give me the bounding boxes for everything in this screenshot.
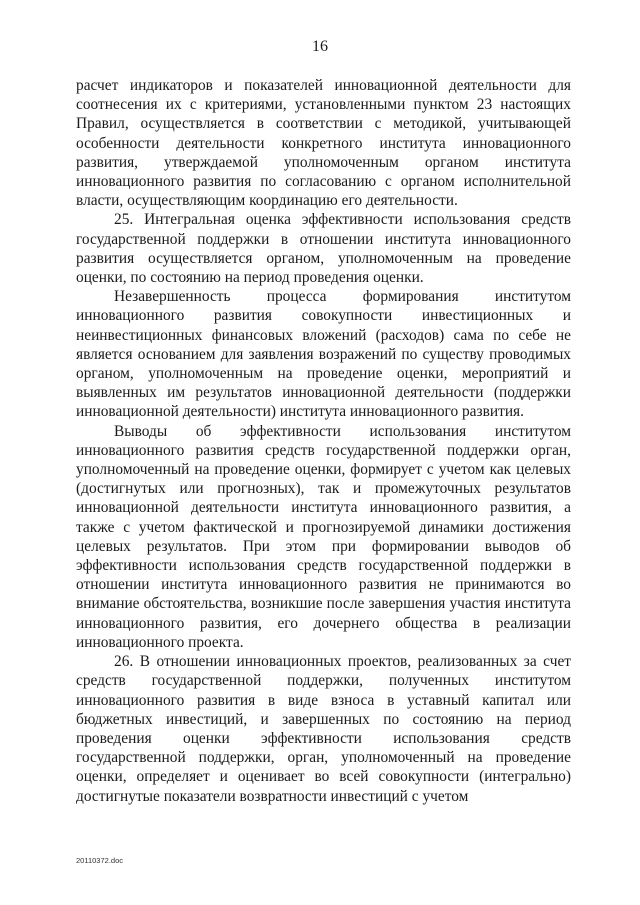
paragraph-conclusions: Выводы об эффективности использования институтом инновационного развития средств государственной поддержки орган, уполномоченный на проведение оценки, формирует с учетом как целевых (достигнутых или прогнозных), так и промежуточных результатов инновационной деятельности института инновационного развития, а также с учетом фактической и прогнозируемой динамики достижения целевых результатов. При этом при формировании выводов об эффективности использования средств государственной поддержки в отношении института инновационного развития не принимаются во внимание обстоятельства, возникшие после завершения участия института инновационного развития, его дочернего общества в реализации инновационного проекта. xyxy=(76,422,571,651)
paragraph-incompleteness: Незавершенность процесса формирования институтом инновационного развития совокупности инвестиционных и неинвестиционных финансовых вложений (расходов) сама по себе не является основанием для заявления возражений по существу проводимых органом, уполномоченным на проведение оценки, мероприятий и выявленных им результатов инновационной деятельности (поддержки инновационной деятельности) института инновационного развития. xyxy=(76,288,571,421)
paragraph-continuation: расчет индикаторов и показателей инновационной деятельности для соотнесения их с критериями, установленными пунктом 23 настоящих Правил, осуществляется в соответствии с методикой, учитывающей особенности деятельности конкретного института инновационного развития, утверждаемой уполномоченным органом института инновационного развития по согласованию с органом исполнительной власти, осуществляющим координацию его деятельности. xyxy=(76,77,571,210)
document-body xyxy=(76,76,571,806)
page-number: 16 xyxy=(312,38,328,55)
paragraph-item-25: 25. Интегральная оценка эффективности использования средств государственной поддержки в отношении института инновационного развития осуществляется органом, уполномоченным на проведение оценки, по состоянию на период проведения оценки. xyxy=(76,211,571,287)
paragraph-item-26: 26. В отношении инновационных проектов, реализованных за счет средств государственной поддержки, полученных институтом инновационного развития в виде взноса в уставный капитал или бюджетных инвестиций, и завершенных по состоянию на период проведения оценки эффективности использования средств государственной поддержки, орган, уполномоченный на проведение оценки, определяет и оценивает во всей совокупности (интегрально) достигнутые показатели возвратности инвестиций с учетом xyxy=(76,653,571,805)
footer-doc-code: 20110372.doc xyxy=(76,856,123,865)
